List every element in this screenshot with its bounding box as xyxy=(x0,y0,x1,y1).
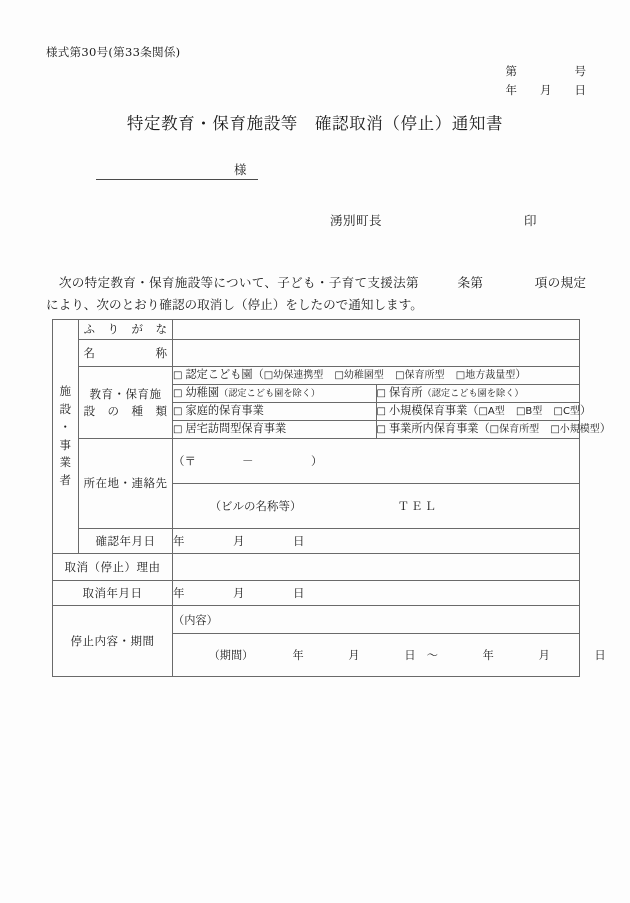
field-address-zip[interactable]: （〒 － ） xyxy=(173,439,580,484)
table-row-address xyxy=(53,439,580,484)
checkbox-icon[interactable]: □ xyxy=(173,370,183,382)
checkbox-sublabel: （認定こども園を除く） xyxy=(219,388,321,400)
table-row-furigana xyxy=(53,320,580,340)
label-facility-kind-line2: 設 の 種 類 xyxy=(83,403,168,418)
table-row-kind-1 xyxy=(53,367,580,385)
label-facility-kind xyxy=(79,367,173,439)
field-cancel-date[interactable]: 年 月 日 xyxy=(173,581,580,606)
checkbox-suboption-type-b[interactable]: □B型 xyxy=(515,406,543,418)
checkbox-icon[interactable]: □ xyxy=(173,424,183,436)
checkbox-label: 家庭的保育事業 xyxy=(185,404,264,418)
form-number: 様式第30号(第33条関係) xyxy=(46,45,181,59)
checkbox-label: 居宅訪問型保育事業 xyxy=(185,422,287,436)
document-number-block xyxy=(506,62,587,100)
checkbox-option-ninteikodomoen[interactable]: □ 認定こども園（□幼保連携型 □幼稚園型 □保育所型 □地方裁量型） xyxy=(173,367,580,385)
checkbox-option-kateiteki[interactable] xyxy=(173,403,377,421)
side-label-char: 施 xyxy=(59,384,72,399)
table-row-reason xyxy=(53,554,580,581)
checkbox-icon[interactable]: □ xyxy=(376,424,386,436)
label-facility-kind-line1: 教育・保育施 xyxy=(89,386,162,401)
field-name[interactable] xyxy=(173,340,580,367)
document-number-line: 第 号 xyxy=(505,64,586,78)
document-date-line: 年 月 日 xyxy=(505,82,586,97)
issuer-name: 湧別町長 xyxy=(330,213,383,228)
suspend-period-label: （期間） xyxy=(208,649,248,662)
checkbox-option-hoikusho[interactable] xyxy=(376,385,580,403)
checkbox-suboption-type-a[interactable]: □A型 xyxy=(478,406,505,418)
checkbox-suboption-hoikusho[interactable]: □保育所型 xyxy=(395,370,445,382)
checkbox-suboption-chihousairyou[interactable]: □地方裁量型 xyxy=(455,370,516,382)
field-suspend-content[interactable]: （内容） xyxy=(173,606,580,634)
field-cancel-reason[interactable] xyxy=(173,554,580,581)
table-row-cancel-date xyxy=(53,581,580,606)
checkbox-icon[interactable]: □ xyxy=(376,388,386,400)
checkbox-option-jigyoushonai[interactable]: □ 事業所内保育事業（□保育所型 □小規模型） xyxy=(376,421,580,439)
checkbox-suboption-youchien[interactable]: □幼稚園型 xyxy=(334,370,384,382)
side-label-char: 事 xyxy=(59,437,72,452)
body-paragraph: 次の特定教育・保育施設等について、子ども・子育て支援法第 条第 項の規定により、次のとおり確認の取消し（停止）をしたので通知します。 xyxy=(46,275,586,313)
checkbox-label: 小規模保育事業 xyxy=(388,404,468,418)
label-suspend-content-period: 停止内容・期間 xyxy=(53,606,173,677)
field-suspend-period[interactable] xyxy=(173,634,606,677)
label-furigana: ふ り が な xyxy=(79,320,173,340)
checkbox-icon[interactable]: □ xyxy=(173,388,183,400)
checkbox-label: 保育所 xyxy=(388,386,423,400)
checkbox-option-kyotakuhoumon[interactable] xyxy=(173,421,377,439)
checkbox-label: 認定こども園 xyxy=(185,368,253,382)
address-building-label: （ビルの名称等） xyxy=(209,499,302,513)
side-label-char: ・ xyxy=(59,419,72,434)
addressee-honorific: 様 xyxy=(234,162,247,177)
side-label-char: 業 xyxy=(59,455,72,470)
side-label-char: 設 xyxy=(59,401,72,416)
label-cancel-reason: 取消（停止）理由 xyxy=(53,554,173,581)
checkbox-label: 幼稚園 xyxy=(185,386,220,400)
checkbox-suboption-youho[interactable]: □幼保連携型 xyxy=(263,370,324,382)
page-title: 特定教育・保育施設等 確認取消（停止）通知書 xyxy=(126,114,504,133)
checkbox-icon[interactable]: □ xyxy=(173,406,183,418)
checkbox-suboption-shoukibo-gata[interactable]: □小規模型 xyxy=(550,424,600,436)
checkbox-suboption-type-c[interactable]: □C型 xyxy=(553,406,580,418)
label-name: 名 称 xyxy=(79,340,173,367)
field-furigana[interactable] xyxy=(173,320,580,340)
address-tel-label: ＴＥＬ xyxy=(397,499,439,513)
suspend-period-blanks: 年 月 日 〜 年 月 日 xyxy=(247,649,606,662)
side-label-char: 者 xyxy=(59,473,72,488)
checkbox-option-shoukibo[interactable]: □ 小規模保育事業（□A型 □B型 □C型） xyxy=(376,403,580,421)
checkbox-label: 事業所内保育事業 xyxy=(388,422,479,436)
table-row-suspend-content xyxy=(53,606,580,634)
label-confirm-date: 確認年月日 xyxy=(79,529,173,554)
field-confirm-date[interactable]: 年 月 日 xyxy=(173,529,580,554)
field-address-building-tel[interactable] xyxy=(173,484,580,529)
checkbox-sublabel: （認定こども園を除く） xyxy=(422,388,524,400)
checkbox-option-youchien[interactable] xyxy=(173,385,377,403)
side-label-facility-operator xyxy=(53,320,79,554)
checkbox-icon[interactable]: □ xyxy=(376,406,386,418)
label-cancel-date: 取消年月日 xyxy=(53,581,173,606)
checkbox-suboption-hoikusho-gata[interactable]: □保育所型 xyxy=(489,424,540,436)
notification-form-table xyxy=(52,319,611,677)
issuer-seal-mark: 印 xyxy=(524,213,537,228)
table-row-name xyxy=(53,340,580,367)
label-address-contact: 所在地・連絡先 xyxy=(79,439,173,529)
table-row-confirm-date xyxy=(53,529,580,554)
